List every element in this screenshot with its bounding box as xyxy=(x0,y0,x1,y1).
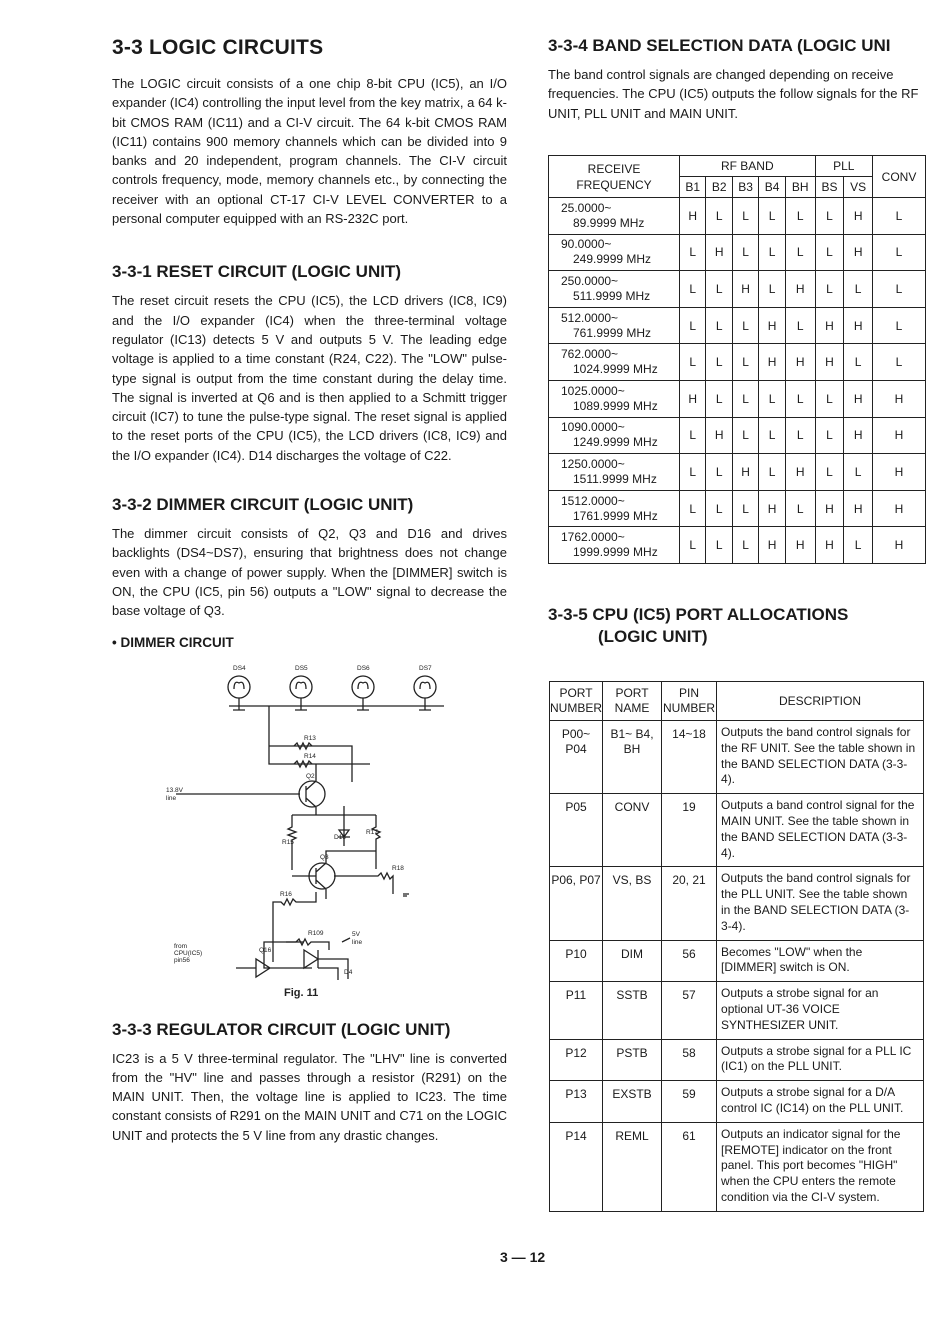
lamp-ds6 xyxy=(352,676,374,710)
port-table-row xyxy=(550,1081,924,1123)
band-value-cell: H xyxy=(732,271,758,308)
band-value-cell: H xyxy=(873,454,926,491)
band-value-cell: H xyxy=(680,198,706,235)
header-conv: CONV xyxy=(873,156,926,198)
port-number-cell: P13 xyxy=(550,1081,603,1123)
band-value-cell: L xyxy=(815,234,844,271)
pin-number-cell: 56 xyxy=(662,940,717,982)
band-value-cell: L xyxy=(815,417,844,454)
header-receive-frequency: RECEIVE FREQUENCY xyxy=(549,156,680,198)
label-r109: R109 xyxy=(308,929,324,937)
label-q16: Q16 xyxy=(259,946,272,954)
band-value-cell: L xyxy=(680,454,706,491)
figure-caption: Fig. 11 xyxy=(284,986,319,999)
band-value-cell: L xyxy=(680,527,706,564)
band-value-cell: L xyxy=(759,380,785,417)
dimmer-circuit-diagram xyxy=(112,654,507,1014)
label-ds4: DS4 xyxy=(233,664,246,672)
label-d16: D16 xyxy=(334,833,346,841)
port-name-cell: PSTB xyxy=(603,1039,662,1081)
band-value-cell: L xyxy=(680,490,706,527)
port-number-cell: P11 xyxy=(550,982,603,1039)
band-value-cell: H xyxy=(815,344,844,381)
band-table-row xyxy=(549,527,926,564)
band-value-cell: L xyxy=(680,417,706,454)
label-r17: R17 xyxy=(366,828,378,836)
reset-circuit-text: The reset circuit resets the CPU (IC5), the LCD drivers (IC8, IC9) and the I/O expander (IC4) when the three-terminal voltage regulator (IC13) detects 5 V and outputs 5 V. The leading edge voltage is applied to a time constant (R24, C22). The "LOW" pulse-type signal is output from the time constant during the delay time. The signal is inverted at Q6 and is then applied to a Schmitt trigger circuit (IC7) to tune the pulse-type signal. The reset signal is applied to the reset ports of the CPU (IC5), the LCD drivers (IC8, IC9) and the I/O expander (IC4). D14 discharges the voltage of C22. xyxy=(112,293,507,463)
label-r14: R14 xyxy=(304,752,316,760)
band-value-cell: H xyxy=(873,527,926,564)
band-value-cell: L xyxy=(844,344,873,381)
port-table-row xyxy=(550,982,924,1039)
port-number-cell: P06, P07 xyxy=(550,867,603,940)
band-value-cell: H xyxy=(706,234,732,271)
port-table-row xyxy=(550,1039,924,1081)
cpu-port-table xyxy=(549,681,924,1212)
frequency-cell: 1025.0000~ 1089.9999 MHz xyxy=(549,380,680,417)
label-r13: R13 xyxy=(304,734,316,742)
frequency-cell: 90.0000~ 249.9999 MHz xyxy=(549,234,680,271)
band-value-cell: L xyxy=(706,527,732,564)
band-table-row xyxy=(549,454,926,491)
band-value-cell: L xyxy=(680,344,706,381)
label-from: from xyxy=(174,942,187,950)
header-description: DESCRIPTION xyxy=(717,682,924,721)
header-vs: VS xyxy=(844,177,873,198)
band-value-cell: L xyxy=(873,234,926,271)
band-value-cell: L xyxy=(732,234,758,271)
band-value-cell: L xyxy=(785,198,815,235)
band-value-cell: L xyxy=(759,234,785,271)
band-value-cell: L xyxy=(732,380,758,417)
band-value-cell: H xyxy=(815,527,844,564)
band-value-cell: L xyxy=(759,271,785,308)
description-cell: Outputs a strobe signal for an optional UT-36 VOICE SYNTHESIZER UNIT. xyxy=(717,982,924,1039)
band-value-cell: H xyxy=(815,490,844,527)
band-value-cell: H xyxy=(873,380,926,417)
band-value-cell: L xyxy=(785,234,815,271)
dimmer-circuit-subheading: • DIMMER CIRCUIT xyxy=(112,634,234,650)
band-table-row xyxy=(549,234,926,271)
band-value-cell: L xyxy=(706,271,732,308)
band-value-cell: L xyxy=(732,198,758,235)
port-number-cell: P14 xyxy=(550,1122,603,1211)
label-r15: R15 xyxy=(282,838,294,846)
header-bs: BS xyxy=(815,177,844,198)
cpu-port-section xyxy=(548,604,932,648)
band-value-cell: L xyxy=(706,454,732,491)
pin-number-cell: 61 xyxy=(662,1122,717,1211)
band-value-cell: L xyxy=(815,380,844,417)
port-number-cell: P10 xyxy=(550,940,603,982)
band-value-cell: L xyxy=(844,454,873,491)
band-value-cell: L xyxy=(732,527,758,564)
band-value-cell: L xyxy=(680,307,706,344)
band-value-cell: H xyxy=(844,380,873,417)
band-value-cell: L xyxy=(785,490,815,527)
band-value-cell: H xyxy=(844,234,873,271)
description-cell: Outputs an indicator signal for the [REMOTE] indicator on the front panel. This port becomes "HIGH" when the CPU enters the remote condition via the CI-V system. xyxy=(717,1122,924,1211)
port-number-cell: P05 xyxy=(550,794,603,867)
header-b2: B2 xyxy=(706,177,732,198)
frequency-cell: 1762.0000~ 1999.9999 MHz xyxy=(549,527,680,564)
band-value-cell: L xyxy=(815,198,844,235)
port-name-cell: REML xyxy=(603,1122,662,1211)
port-name-cell: EXSTB xyxy=(603,1081,662,1123)
band-table-row xyxy=(549,380,926,417)
band-value-cell: H xyxy=(759,344,785,381)
band-value-cell: H xyxy=(844,490,873,527)
band-value-cell: L xyxy=(732,307,758,344)
band-value-cell: L xyxy=(732,417,758,454)
label-q3: Q3 xyxy=(320,853,329,861)
label-line2: line xyxy=(352,938,363,946)
band-value-cell: L xyxy=(759,454,785,491)
label-cpu: CPU(IC5) xyxy=(174,949,203,957)
band-value-cell: H xyxy=(844,417,873,454)
description-cell: Outputs the band control signals for the PLL UNIT. See the table shown in the BAND SELECTION DATA (3-3-4). xyxy=(717,867,924,940)
header-b4: B4 xyxy=(759,177,785,198)
label-r16: R16 xyxy=(280,890,292,898)
port-number-cell: P12 xyxy=(550,1039,603,1081)
band-value-cell: L xyxy=(785,417,815,454)
band-table-row xyxy=(549,417,926,454)
band-value-cell: H xyxy=(815,307,844,344)
dimmer-circuit-text: The dimmer circuit consists of Q2, Q3 and D16 and drives backlights (DS4~DS7), ensuring that brightness does not change even with a change of power supply. When the [DIMMER] switch is ON, the CPU (IC5, pin 56) outputs a "LOW" signal to decrease the base voltage of Q3. xyxy=(112,526,507,619)
band-value-cell: L xyxy=(873,271,926,308)
description-cell: Becomes "LOW" when the [DIMMER] switch is ON. xyxy=(717,940,924,982)
frequency-cell: 1090.0000~ 1249.9999 MHz xyxy=(549,417,680,454)
band-value-cell: H xyxy=(759,307,785,344)
band-value-cell: H xyxy=(732,454,758,491)
band-value-cell: H xyxy=(873,417,926,454)
logic-circuits-heading: 3-3 LOGIC CIRCUITS xyxy=(112,36,324,59)
port-table-row xyxy=(550,721,924,794)
pin-number-cell: 59 xyxy=(662,1081,717,1123)
band-value-cell: L xyxy=(732,490,758,527)
band-value-cell: L xyxy=(706,490,732,527)
description-cell: Outputs a strobe signal for a D/A control IC (IC14) on the PLL UNIT. xyxy=(717,1081,924,1123)
band-selection-table xyxy=(548,155,926,564)
band-value-cell: L xyxy=(815,271,844,308)
band-value-cell: H xyxy=(785,454,815,491)
band-value-cell: L xyxy=(732,344,758,381)
lamp-ds4 xyxy=(228,676,250,710)
port-table-row xyxy=(550,867,924,940)
port-table-row xyxy=(550,940,924,982)
description-cell: Outputs a strobe signal for a PLL IC (IC1) on the PLL UNIT. xyxy=(717,1039,924,1081)
pin-number-cell: 57 xyxy=(662,982,717,1039)
band-value-cell: H xyxy=(873,490,926,527)
band-value-cell: H xyxy=(785,271,815,308)
label-ds6: DS6 xyxy=(357,664,370,672)
band-selection-text: The band control signals are changed depending on receive frequencies. The CPU (IC5) outputs the follow signals for the RF UNIT, PLL UNIT and MAIN UNIT. xyxy=(548,67,919,121)
port-table-row xyxy=(550,794,924,867)
band-table-body xyxy=(549,198,926,564)
port-name-cell: B1~ B4, BH xyxy=(603,721,662,794)
header-port-number: PORT NUMBER xyxy=(550,682,603,721)
right-column xyxy=(548,36,932,123)
band-value-cell: H xyxy=(759,527,785,564)
band-selection-heading: 3-3-4 BAND SELECTION DATA (LOGIC UNI xyxy=(548,36,891,55)
label-q2: Q2 xyxy=(306,772,315,780)
band-value-cell: L xyxy=(759,198,785,235)
band-value-cell: L xyxy=(706,344,732,381)
frequency-cell: 762.0000~ 1024.9999 MHz xyxy=(549,344,680,381)
port-table-body xyxy=(550,721,924,1212)
band-value-cell: L xyxy=(759,417,785,454)
frequency-cell: 1512.0000~ 1761.9999 MHz xyxy=(549,490,680,527)
pin-number-cell: 58 xyxy=(662,1039,717,1081)
label-d4: D4 xyxy=(344,968,353,976)
band-value-cell: L xyxy=(706,380,732,417)
band-value-cell: H xyxy=(785,344,815,381)
frequency-cell: 25.0000~ 89.9999 MHz xyxy=(549,198,680,235)
cpu-port-heading: 3-3-5 CPU (IC5) PORT ALLOCATIONS (LOGIC UNIT) xyxy=(548,605,849,646)
frequency-cell: 250.0000~ 511.9999 MHz xyxy=(549,271,680,308)
pin-number-cell: 20, 21 xyxy=(662,867,717,940)
pin-number-cell: 14~18 xyxy=(662,721,717,794)
regulator-circuit-text: IC23 is a 5 V three-terminal regulator. The "LHV" line is converted from the "HV" line and passes through a resistor (R291) on the MAIN UNIT. Then, the voltage line is applied to IC23. The time constant consists of R291 on the MAIN UNIT and C71 on the LOGIC UNIT and protects the 5 V line from any drastic changes. xyxy=(112,1050,508,1143)
band-value-cell: H xyxy=(759,490,785,527)
port-name-cell: DIM xyxy=(603,940,662,982)
header-pll: PLL xyxy=(815,156,872,177)
header-pin-number: PIN NUMBER xyxy=(662,682,717,721)
band-value-cell: L xyxy=(873,198,926,235)
port-name-cell: SSTB xyxy=(603,982,662,1039)
band-value-cell: L xyxy=(785,307,815,344)
label-line1: line xyxy=(166,794,177,802)
lamp-ds5 xyxy=(290,676,312,710)
port-number-cell: P00~ P04 xyxy=(550,721,603,794)
band-value-cell: H xyxy=(785,527,815,564)
header-bh: BH xyxy=(785,177,815,198)
band-table-row xyxy=(549,307,926,344)
band-value-cell: L xyxy=(680,271,706,308)
description-cell: Outputs a band control signal for the MAIN UNIT. See the table shown in the BAND SELECTION DATA (3-3-4). xyxy=(717,794,924,867)
band-table-row xyxy=(549,271,926,308)
band-value-cell: H xyxy=(706,417,732,454)
band-table-row xyxy=(549,344,926,381)
port-name-cell: CONV xyxy=(603,794,662,867)
band-value-cell: L xyxy=(680,234,706,271)
header-port-name: PORT NAME xyxy=(603,682,662,721)
header-rf-band: RF BAND xyxy=(680,156,816,177)
band-value-cell: L xyxy=(873,307,926,344)
band-table-row xyxy=(549,490,926,527)
label-5v: 5V xyxy=(352,930,360,938)
left-column xyxy=(112,36,507,1145)
band-value-cell: L xyxy=(706,307,732,344)
frequency-cell: 512.0000~ 761.9999 MHz xyxy=(549,307,680,344)
label-ds7: DS7 xyxy=(419,664,432,672)
frequency-cell: 1250.0000~ 1511.9999 MHz xyxy=(549,454,680,491)
band-value-cell: L xyxy=(844,527,873,564)
band-value-cell: L xyxy=(785,380,815,417)
band-value-cell: L xyxy=(815,454,844,491)
band-value-cell: L xyxy=(844,271,873,308)
label-13v8: 13.8V xyxy=(166,786,183,794)
page-number: 3 — 12 xyxy=(500,1249,546,1265)
band-value-cell: L xyxy=(873,344,926,381)
reset-circuit-heading: 3-3-1 RESET CIRCUIT (LOGIC UNIT) xyxy=(112,262,402,282)
logic-circuits-text: The LOGIC circuit consists of a one chip 8-bit CPU (IC5), an I/O expander (IC4) controlling the input level from the key matrix, a 64 k-bit CMOS RAM (IC11) and a CI-V circuit. The 64 k-bit CMOS RAM (IC11) contains 900 memory channels which can be divided into 9 banks and 20 independent, program channels. The CI-V circuit controls frequency, mode, memory channels etc., by connecting the receiver with an optional CT-17 CI-V LEVEL CONVERTER to a personal computer equipped with an RS-232C port. xyxy=(112,76,507,227)
band-table-row xyxy=(549,198,926,235)
header-b1: B1 xyxy=(680,177,706,198)
label-r18: R18 xyxy=(392,864,404,872)
band-value-cell: L xyxy=(706,198,732,235)
port-table-row xyxy=(550,1122,924,1211)
port-name-cell: VS, BS xyxy=(603,867,662,940)
label-pin56: pin56 xyxy=(174,956,190,964)
band-value-cell: H xyxy=(844,307,873,344)
label-ds5: DS5 xyxy=(295,664,308,672)
dimmer-circuit-heading: 3-3-2 DIMMER CIRCUIT (LOGIC UNIT) xyxy=(112,495,414,515)
header-b3: B3 xyxy=(732,177,758,198)
description-cell: Outputs the band control signals for the RF UNIT. See the table shown in the BAND SELECTION DATA (3-3-4). xyxy=(717,721,924,794)
regulator-circuit-heading: 3-3-3 REGULATOR CIRCUIT (LOGIC UNIT) xyxy=(112,1019,451,1039)
lamp-ds7 xyxy=(414,676,436,710)
pin-number-cell: 19 xyxy=(662,794,717,867)
band-value-cell: H xyxy=(844,198,873,235)
band-value-cell: H xyxy=(680,380,706,417)
